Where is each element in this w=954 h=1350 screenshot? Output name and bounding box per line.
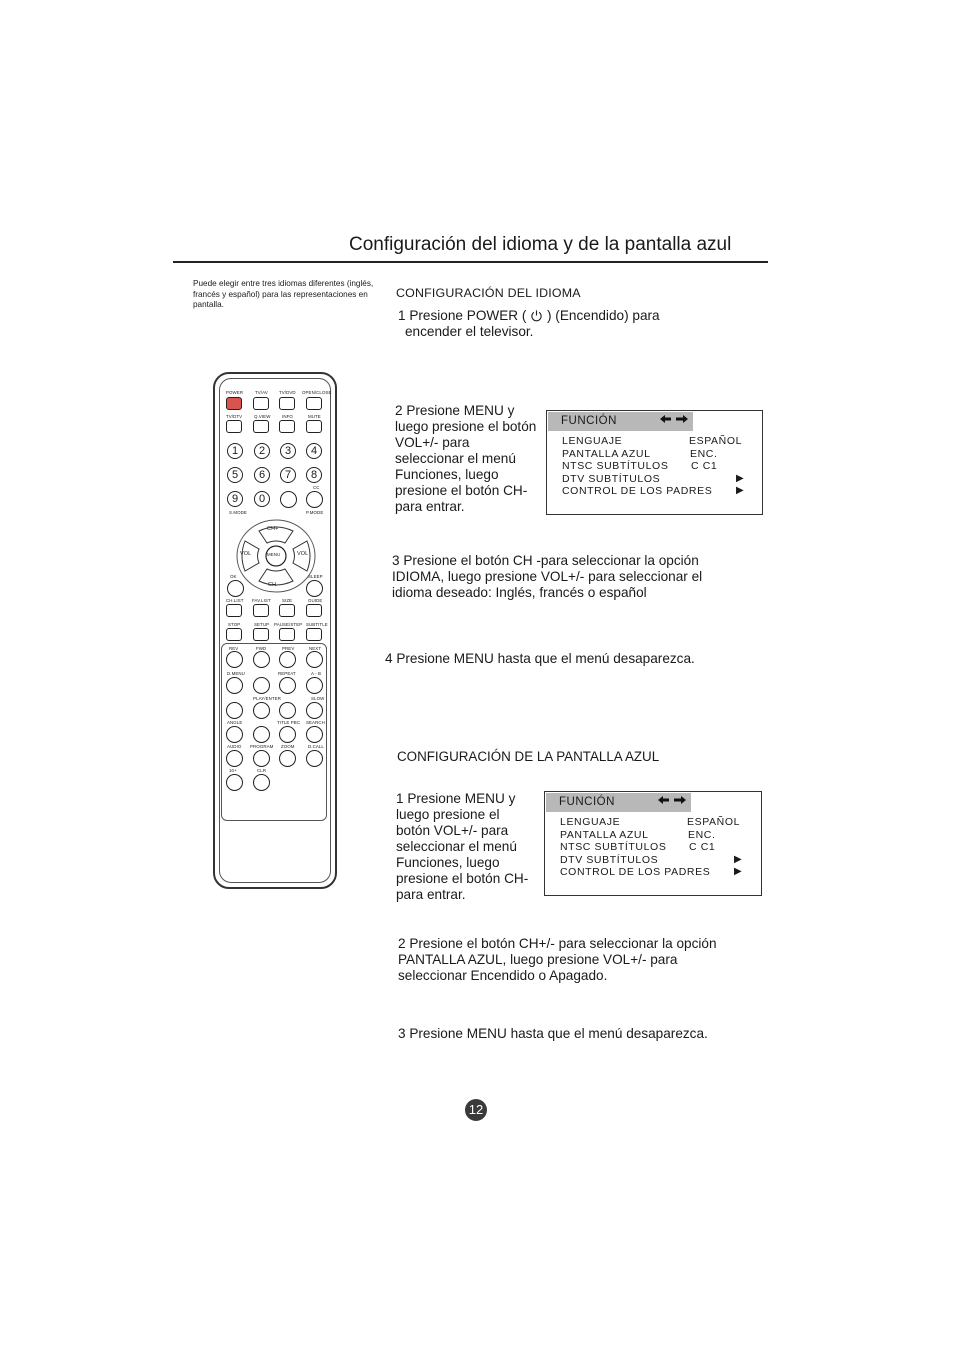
language-step1-line2: encender el televisor. — [405, 324, 534, 339]
setup-button — [253, 628, 269, 641]
remote-label: SLOW — [311, 696, 325, 701]
slow-button — [306, 702, 323, 719]
info-button — [279, 420, 295, 433]
remote-label: 10+ — [229, 768, 237, 773]
remote-label: TITLE PBC — [277, 720, 301, 725]
remote-label: SEARCH — [306, 720, 325, 725]
play-button — [253, 702, 270, 719]
bluescreen-step1: 1 Presione MENU y luego presione el botón VOL+/- para seleccionar el menú Funciones, luego presione el botón CH- para entrar. — [396, 791, 529, 902]
remote-label: ZOOM — [281, 744, 295, 749]
osd-menu-header: FUNCIÓN — [546, 793, 691, 812]
language-step4: 4 Presione MENU hasta que el menú desaparezca. — [385, 651, 695, 666]
remote-label: PAUSE/STEP — [274, 622, 303, 627]
remote-label: ANGLE — [227, 720, 243, 725]
triangle-right-icon: ▶ — [736, 473, 744, 484]
power-icon — [530, 309, 543, 322]
chlist-button — [226, 604, 242, 617]
sleep-button — [306, 580, 323, 597]
remote-label: NEXT — [309, 646, 322, 651]
guide-button — [306, 604, 322, 617]
previous-button — [279, 651, 296, 668]
power-button — [226, 397, 242, 410]
osd-row-label: CONTROL DE LOS PADRES — [562, 485, 713, 497]
remote-label: FAV.LIST — [252, 598, 271, 603]
osd-row-value: ENC. — [688, 829, 716, 841]
remote-label: GUIDE — [308, 598, 323, 603]
osd-row-label: NTSC SUBTÍTULOS — [562, 460, 669, 472]
ok-button — [227, 580, 244, 597]
remote-label: TV/DVD — [279, 390, 296, 395]
osd-menu-language — [546, 410, 763, 515]
osd-menu-header: FUNCIÓN — [548, 412, 693, 431]
bluescreen-step3: 3 Presione MENU hasta que el menú desaparezca. — [398, 1026, 708, 1041]
number-button: 9 — [227, 491, 243, 507]
arrow-left-right-icon — [657, 793, 687, 812]
search-button — [306, 726, 323, 743]
osd-row-label: PANTALLA AZUL — [560, 829, 649, 841]
number-button: 6 — [254, 467, 270, 483]
number-button: 1 — [227, 443, 243, 459]
remote-label: S.MODE — [229, 510, 247, 515]
remote-label: VOL — [297, 551, 309, 557]
language-step2: 2 Presione MENU y luego presione el botón VOL+/- para seleccionar el menú Funciones, luego presione el botón CH- para entrar. — [395, 403, 537, 514]
down-button — [253, 726, 270, 743]
number-button: 8 — [306, 467, 322, 483]
repeat-button — [279, 677, 296, 694]
osd-row-value: ESPAÑOL — [689, 435, 743, 447]
remote-label: CH+ — [267, 526, 279, 532]
triangle-right-icon: ▶ — [734, 854, 742, 865]
tvdvd-button — [279, 397, 295, 410]
title-button — [279, 726, 296, 743]
osd-row-label: DTV SUBTÍTULOS — [562, 473, 661, 485]
remote-label: SUBTITLE — [306, 622, 328, 627]
remote-label: TV/DTV — [226, 414, 243, 419]
remote-label: OK — [230, 574, 237, 579]
favlist-button — [253, 604, 269, 617]
remote-label: Q.VIEW — [254, 414, 271, 419]
rewind-button — [226, 651, 243, 668]
osd-row-label: NTSC SUBTÍTULOS — [560, 841, 667, 853]
dtv-button — [226, 420, 242, 433]
number-button: 3 — [280, 443, 296, 459]
remote-label: SIZE — [282, 598, 293, 603]
osd-row-label: DTV SUBTÍTULOS — [560, 854, 659, 866]
page-title: Configuración del idioma y de la pantalla azul — [349, 234, 732, 255]
remote-label: PLAY/ENTER — [253, 696, 282, 701]
up-button — [253, 677, 270, 694]
tvav-button — [253, 397, 269, 410]
remote-label: CH- — [268, 582, 279, 588]
left-button — [226, 702, 243, 719]
remote-label: TV/AV — [255, 390, 268, 395]
remote-label: CC — [313, 485, 320, 490]
forward-button — [253, 651, 270, 668]
remote-label: P.MODE — [306, 510, 324, 515]
number-button: 0 — [254, 491, 270, 507]
audio-button — [226, 750, 243, 767]
dcall-button — [306, 750, 323, 767]
angle-button — [226, 726, 243, 743]
number-button: 2 — [254, 443, 270, 459]
osd-menu-bluescreen — [544, 791, 762, 896]
remote-label: CLR — [257, 768, 267, 773]
remote-label: SLEEP — [308, 574, 323, 579]
osd-row-label: CONTROL DE LOS PADRES — [560, 866, 711, 878]
language-step3: 3 Presione el botón CH -para seleccionar la opción IDIOMA, luego presione VOL+/- para seleccionar el idioma deseado: Inglés, francés o español — [392, 553, 703, 600]
number-button: 5 — [227, 467, 243, 483]
ab-button — [306, 677, 323, 694]
number-button: 4 — [306, 443, 322, 459]
triangle-right-icon: ▶ — [734, 866, 742, 877]
subtitle-button — [306, 628, 322, 641]
clear-button — [253, 774, 270, 791]
language-step1: 1 Presione POWER ( ) (Encendido) para — [398, 308, 660, 323]
cc-button — [306, 491, 323, 508]
right-button — [279, 702, 296, 719]
next-button — [306, 651, 323, 668]
bluescreen-step2: 2 Presione el botón CH+/- para seleccionar la opción PANTALLA AZUL, luego presione VOL+/- para seleccionar Encendido o Apagado. — [398, 936, 717, 983]
remote-round-button — [280, 491, 297, 508]
osd-row-value: C C1 — [689, 841, 716, 853]
language-heading: CONFIGURACIÓN DEL IDIOMA — [396, 286, 581, 300]
stop-button — [226, 628, 242, 641]
arrow-left-right-icon — [659, 412, 689, 431]
osd-row-label: PANTALLA AZUL — [562, 448, 651, 460]
triangle-right-icon: ▶ — [736, 485, 744, 496]
ten-plus-button — [226, 774, 243, 791]
osd-row-label: LENGUAJE — [562, 435, 623, 447]
osd-row-value: ENC. — [690, 448, 718, 460]
remote-label: FWD — [256, 646, 267, 651]
remote-label: D.MENU — [227, 671, 245, 676]
remote-label: INFO — [282, 414, 293, 419]
remote-label: OPEN/CLOSE — [302, 390, 332, 395]
remote-label: CH.LIST — [226, 598, 244, 603]
remote-label: PREV — [282, 646, 295, 651]
qview-button — [253, 420, 269, 433]
eject-button — [306, 397, 322, 410]
remote-label: PROGRAM — [250, 744, 274, 749]
remote-label: AUDIO — [227, 744, 242, 749]
program-button — [253, 750, 270, 767]
number-button: 7 — [280, 467, 296, 483]
remote-label: VOL — [240, 551, 252, 557]
zoom-button — [279, 750, 296, 767]
remote-label: SETUP — [254, 622, 270, 627]
osd-row-label: LENGUAJE — [560, 816, 621, 828]
bluescreen-heading: CONFIGURACIÓN DE LA PANTALLA AZUL — [397, 749, 660, 764]
size-button — [279, 604, 295, 617]
dmenu-button — [226, 677, 243, 694]
remote-label: A - B — [311, 671, 322, 676]
remote-label: MUTE — [308, 414, 321, 419]
remote-label: MENU — [267, 552, 281, 557]
remote-label: REV — [229, 646, 239, 651]
page-number: 12 — [465, 1099, 487, 1121]
remote-label: STOP — [228, 622, 241, 627]
remote-label: D.CALL — [308, 744, 324, 749]
title-divider — [173, 261, 768, 263]
pause-button — [279, 628, 295, 641]
side-note: Puede elegir entre tres idiomas diferentes (inglés, francés y español) para las representaciones en pantalla. — [193, 279, 374, 309]
remote-label: POWER — [226, 390, 244, 395]
remote-label: REPEAT — [278, 671, 296, 676]
osd-row-value: C C1 — [691, 460, 718, 472]
mute-button — [306, 420, 322, 433]
osd-row-value: ESPAÑOL — [687, 816, 741, 828]
